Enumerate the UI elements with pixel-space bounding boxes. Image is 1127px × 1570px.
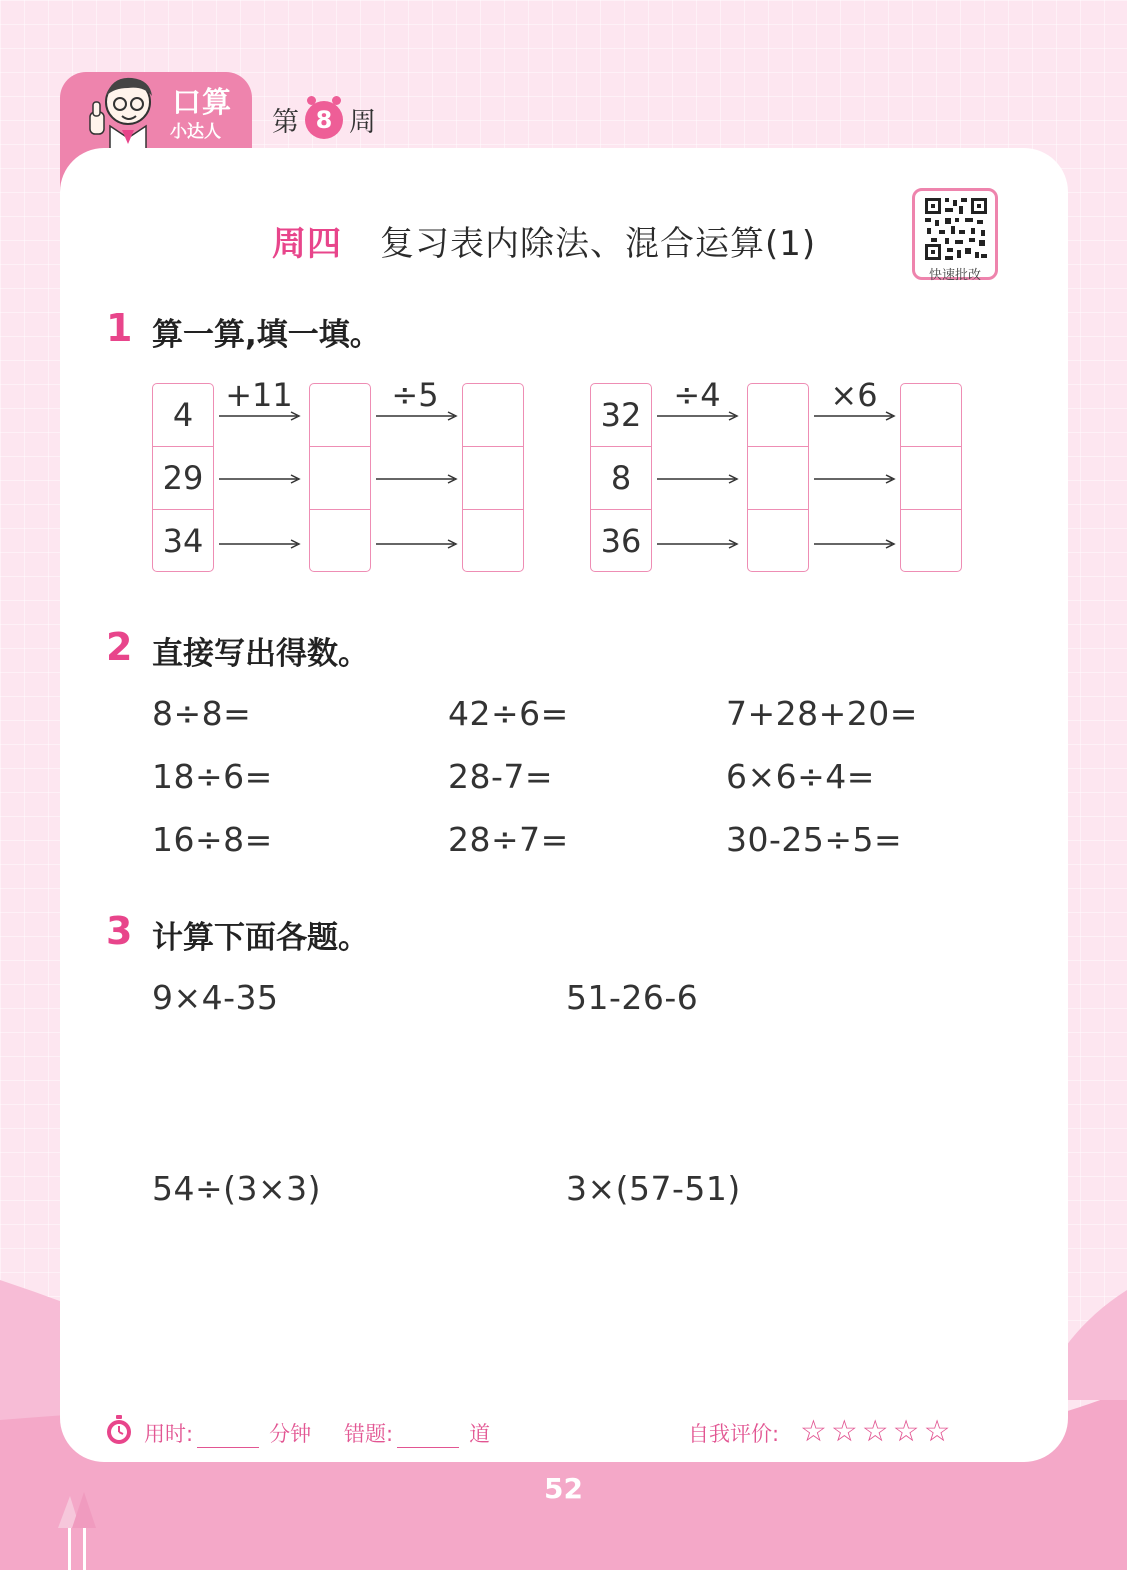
week-suffix: 周 xyxy=(349,107,376,138)
page-title xyxy=(272,216,816,265)
time-spent-field xyxy=(144,1418,311,1448)
section-3-number: 3 xyxy=(106,909,133,953)
right-op-1: ÷4 xyxy=(673,376,721,414)
time-blank[interactable] xyxy=(197,1426,259,1448)
left-answer-column-1[interactable] xyxy=(309,383,371,572)
errors-unit: 道 xyxy=(469,1422,491,1446)
answer-cell[interactable] xyxy=(310,384,370,447)
qr-code-box[interactable] xyxy=(912,188,998,283)
week-number-badge: 8 xyxy=(305,101,343,139)
arrow-icon xyxy=(219,474,301,484)
self-rating-label: 自我评价: xyxy=(688,1422,780,1446)
arrow-icon xyxy=(657,539,739,549)
arrow-icon xyxy=(376,474,458,484)
input-cell: 8 xyxy=(591,447,651,510)
mental-math-item: 18÷6= xyxy=(152,757,273,796)
page-number: 52 xyxy=(544,1472,583,1505)
mascot-icon xyxy=(82,74,170,150)
star-rating[interactable]: ☆☆☆☆☆ xyxy=(800,1414,955,1449)
section-1-title: 算一算,填一填。 xyxy=(152,317,381,353)
left-op-1: +11 xyxy=(225,376,293,414)
calc-problem: 54÷(3×3) xyxy=(152,1169,322,1208)
arrow-icon xyxy=(814,474,896,484)
arrow-icon xyxy=(814,539,896,549)
input-cell: 34 xyxy=(162,522,204,560)
answer-cell[interactable] xyxy=(463,384,523,447)
right-op-2: ×6 xyxy=(830,376,878,414)
answer-cell[interactable] xyxy=(463,447,523,510)
input-cell: 32 xyxy=(591,384,651,447)
qr-code-icon xyxy=(923,196,989,262)
arrow-icon xyxy=(376,411,458,421)
errors-field xyxy=(344,1418,490,1448)
qr-caption: 快速批改 xyxy=(928,268,981,283)
answer-cell[interactable] xyxy=(901,510,961,573)
time-label: 用时: xyxy=(144,1422,194,1446)
mental-math-item: 6×6÷4= xyxy=(726,757,875,796)
arrow-icon xyxy=(219,539,301,549)
mental-math-item: 8÷8= xyxy=(152,694,252,733)
brand-title: 口算 xyxy=(172,85,233,119)
errors-blank[interactable] xyxy=(397,1426,459,1448)
section-2-title: 直接写出得数。 xyxy=(152,636,369,672)
right-input-column xyxy=(590,383,652,572)
left-input-column xyxy=(152,383,214,572)
time-unit: 分钟 xyxy=(269,1422,312,1446)
answer-cell[interactable] xyxy=(748,384,808,447)
mental-math-item: 28-7= xyxy=(448,757,554,796)
answer-cell[interactable] xyxy=(310,510,370,573)
left-answer-column-2[interactable] xyxy=(462,383,524,572)
tree-decoration-icon xyxy=(54,1492,100,1570)
mental-math-item: 30-25÷5= xyxy=(726,820,903,859)
brand-subtitle: 小达人 xyxy=(170,122,221,142)
week-label xyxy=(272,100,376,139)
right-answer-column-2[interactable] xyxy=(900,383,962,572)
input-cell: 4 xyxy=(153,384,213,447)
answer-cell[interactable] xyxy=(901,384,961,447)
errors-label: 错题: xyxy=(344,1422,394,1446)
mental-math-item: 28÷7= xyxy=(448,820,569,859)
answer-cell[interactable] xyxy=(748,510,808,573)
left-op-2: ÷5 xyxy=(391,376,439,414)
mental-math-item: 16÷8= xyxy=(152,820,273,859)
week-prefix: 第 xyxy=(272,107,299,138)
calc-problem: 3×(57-51) xyxy=(566,1169,741,1208)
input-cell: 36 xyxy=(600,522,642,560)
day-name: 周四 xyxy=(272,224,342,264)
input-cell: 29 xyxy=(153,447,213,510)
calc-problem: 9×4-35 xyxy=(152,978,279,1017)
topic-title: 复习表内除法、混合运算(1) xyxy=(380,224,817,264)
arrow-icon xyxy=(657,474,739,484)
section-1-number: 1 xyxy=(106,306,133,350)
arrow-icon xyxy=(814,411,896,421)
answer-cell[interactable] xyxy=(463,510,523,573)
answer-cell[interactable] xyxy=(748,447,808,510)
arrow-icon xyxy=(219,411,301,421)
calc-problem: 51-26-6 xyxy=(566,978,699,1017)
right-answer-column-1[interactable] xyxy=(747,383,809,572)
arrow-icon xyxy=(376,539,458,549)
arrow-icon xyxy=(657,411,739,421)
section-3-title: 计算下面各题。 xyxy=(152,920,369,956)
mental-math-item: 42÷6= xyxy=(448,694,569,733)
answer-cell[interactable] xyxy=(901,447,961,510)
mental-math-item: 7+28+20= xyxy=(726,694,918,733)
answer-cell[interactable] xyxy=(310,447,370,510)
stopwatch-icon xyxy=(104,1414,134,1446)
section-2-number: 2 xyxy=(106,625,133,669)
